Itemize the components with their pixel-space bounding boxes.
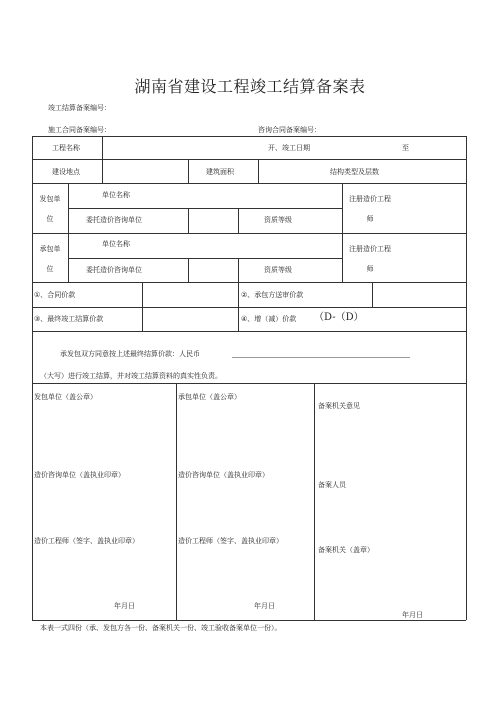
- engineer-label-line1: 注册造价工程: [349, 195, 391, 203]
- col-divider: [238, 208, 239, 233]
- col-divider: [188, 208, 189, 233]
- engineer-label-line2: 师: [366, 215, 374, 223]
- contractor-consult-unit-label: 委托造价咨询单位: [86, 266, 142, 274]
- employer-unit-name-label: 单位名称: [102, 191, 130, 199]
- contractor-label-line2: 位: [46, 265, 54, 273]
- employer-label-line1: 发包单: [39, 195, 61, 203]
- amount-underline: [232, 357, 410, 358]
- row-divider: [32, 282, 466, 283]
- employer-consult-unit-label: 委托造价咨询单位: [86, 216, 142, 224]
- start-end-date-label: 开、竣工日期: [268, 144, 310, 152]
- statement-line1: 承发包双方同意按上述最终结算价款：人民币: [60, 350, 200, 358]
- date-label-3: 年月日: [402, 611, 423, 619]
- contractor-unit-name-label: 单位名称: [102, 240, 130, 248]
- filing-opinion-label: 备案机关意见: [318, 402, 360, 410]
- employer-engineer-label: [344, 194, 396, 225]
- col-divider: [142, 282, 143, 331]
- contractor-label: [32, 244, 68, 275]
- date-label-2: 年月日: [254, 602, 275, 610]
- row-divider: [32, 233, 466, 234]
- table-border-bottom: [32, 620, 466, 621]
- contract-price-label: ①、合同价款: [34, 291, 76, 299]
- statement-line2: （大写）进行竣工结算，并对竣工结算资料的真实性负责。: [40, 372, 222, 380]
- contractor-engineer-label: [344, 244, 396, 275]
- engineer-sign-label-1: 造价工程师（签字、盖执业印章）: [34, 537, 139, 545]
- structure-label: 结构类型及层数: [330, 168, 379, 176]
- date-to-label: 至: [402, 144, 409, 152]
- row-divider: [68, 208, 342, 209]
- change-price-formula: （D-（D）: [314, 312, 364, 323]
- page-title: 湖南省建设工程竣工结算备案表: [134, 77, 366, 96]
- col-divider: [238, 258, 239, 282]
- engineer-sign-label-2: 造价工程师（签字、盖执业印章）: [178, 537, 283, 545]
- final-price-label: ③、最终竣工结算价款: [34, 315, 104, 323]
- employer-label-line2: 位: [46, 215, 54, 223]
- consult-seal-label-2: 造价咨询单位（盖执业印章）: [178, 471, 269, 479]
- consult-seal-label-1: 造价咨询单位（盖执业印章）: [34, 471, 125, 479]
- audit-price-label: ②、承包方送审价款: [241, 291, 304, 299]
- col-divider: [188, 258, 189, 282]
- col-divider: [176, 383, 177, 620]
- date-label-1: 年月日: [114, 602, 135, 610]
- filing-person-label: 备案人员: [318, 481, 346, 489]
- area-label: 建筑面积: [206, 168, 234, 176]
- table-border-top: [32, 136, 466, 137]
- contractor-label-line1: 承包单: [39, 245, 61, 253]
- col-divider: [238, 282, 239, 331]
- contractor-seal-label: 承包单位（盖公章）: [178, 393, 241, 401]
- filing-office-label: 备案机关（盖章）: [318, 546, 374, 554]
- row-divider: [32, 183, 466, 184]
- footer-note: 本表一式四份（承、发包方各一份、备案机关一份、竣工验收备案单位一份）。: [40, 624, 282, 632]
- col-divider: [342, 183, 343, 282]
- col-divider: [102, 136, 103, 183]
- employer-qualification-label: 资质等级: [264, 216, 292, 224]
- record-no-label: 竣工结算备案编号：: [48, 104, 111, 112]
- contract-record-label: 施工合同备案编号：: [48, 126, 111, 134]
- location-label: 建设地点: [52, 168, 80, 176]
- table-border-right: [466, 136, 467, 620]
- employer-seal-label: 发包单位（盖公章）: [34, 393, 97, 401]
- employer-label: [32, 194, 68, 225]
- project-name-label: 工程名称: [52, 144, 80, 152]
- engineer-label-line1: 注册造价工程: [349, 245, 391, 253]
- col-divider: [314, 383, 315, 620]
- row-divider: [32, 331, 466, 332]
- col-divider: [68, 183, 69, 282]
- change-price-label: ④、增（减）价款: [241, 315, 297, 323]
- col-divider: [258, 159, 259, 183]
- row-divider: [68, 258, 342, 259]
- row-divider: [32, 159, 466, 160]
- row-divider: [32, 383, 466, 384]
- col-divider: [188, 159, 189, 183]
- contractor-qualification-label: 资质等级: [264, 266, 292, 274]
- col-divider: [372, 282, 373, 307]
- engineer-label-line2: 师: [366, 265, 374, 273]
- row-divider: [32, 307, 466, 308]
- consult-record-label: 咨询合同备案编号：: [258, 126, 321, 134]
